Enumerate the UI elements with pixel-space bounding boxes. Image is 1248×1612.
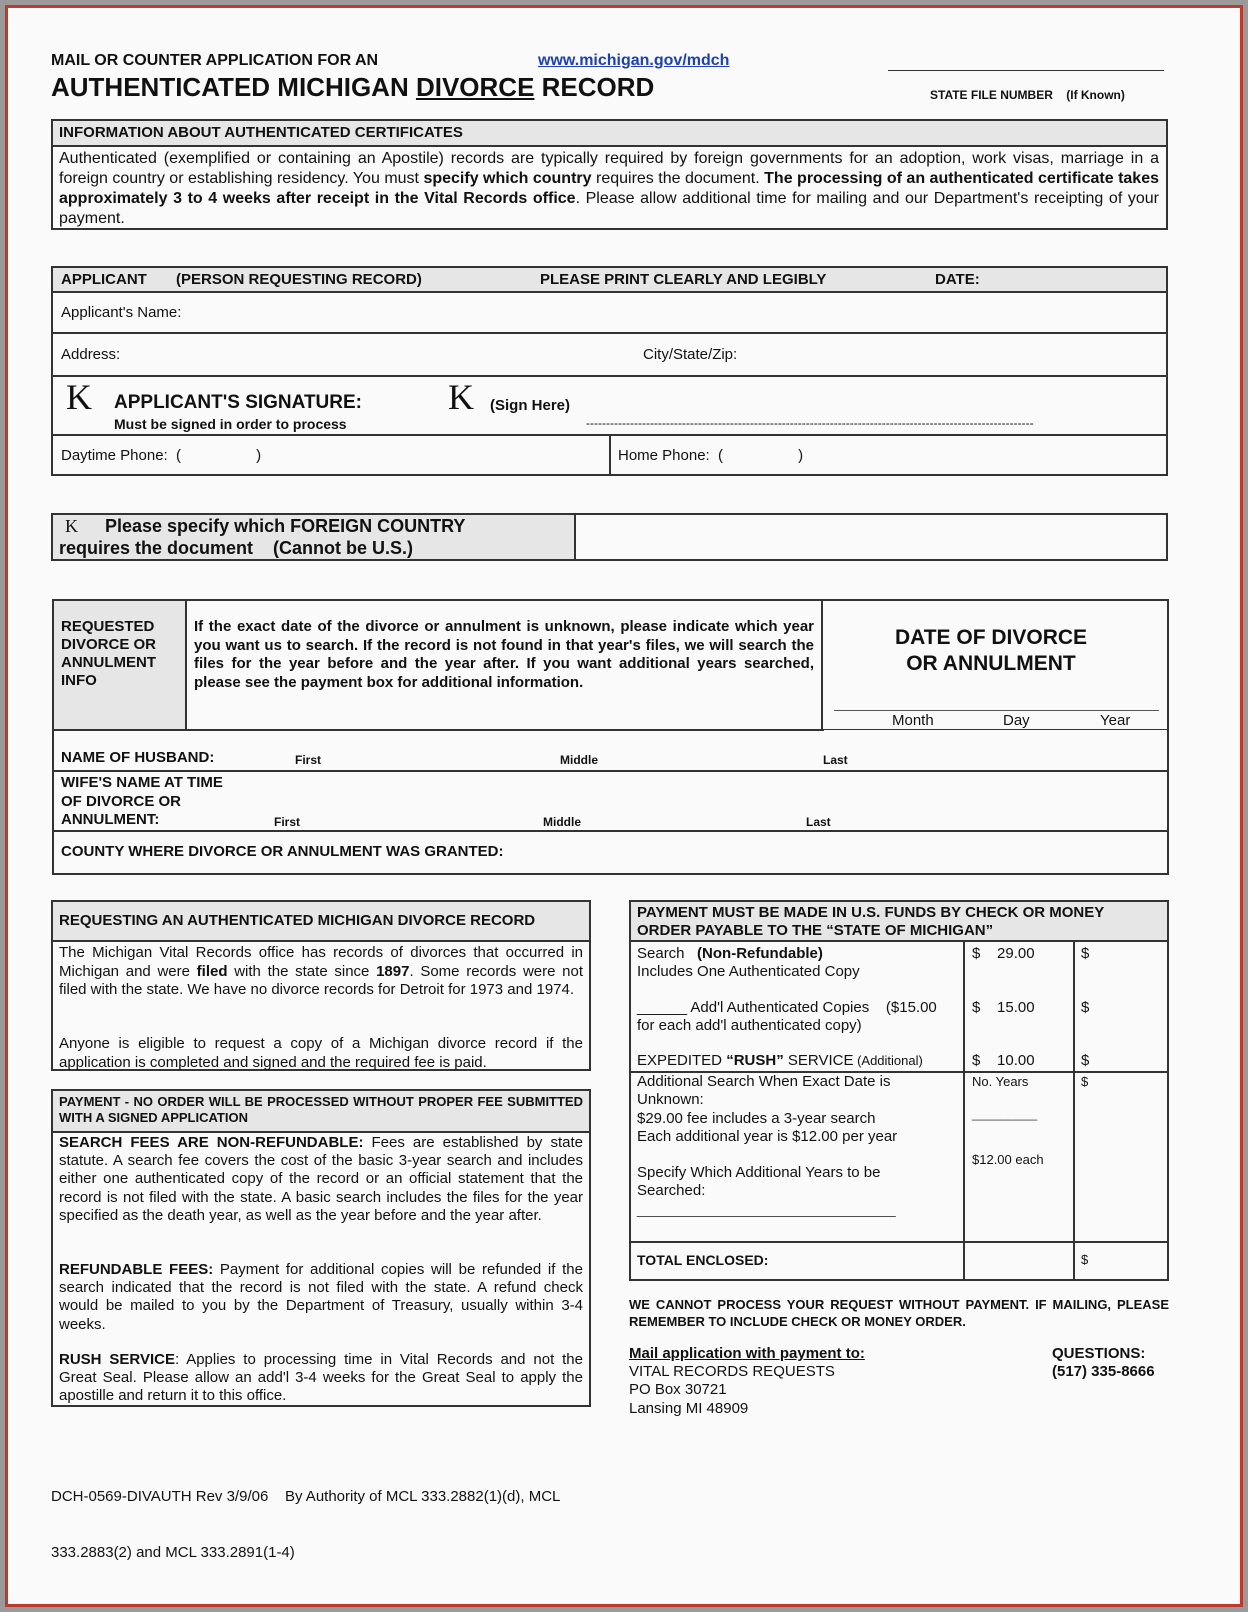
mdch-url-link[interactable]: www.michigan.gov/mdch (538, 52, 730, 69)
foreign-country-field[interactable] (578, 516, 1164, 558)
search-fee-total[interactable]: $ (1081, 945, 1090, 962)
form-id-authority: DCH-0569-DIVAUTH Rev 3/9/06 By Authority of MCL 333.2882(1)(d), MCL 333.2883(2) and MCL 333.2891(1-4) (51, 1488, 561, 1561)
state-file-number-line[interactable] (888, 70, 1164, 71)
husband-middle-label: Middle (560, 753, 598, 767)
requesting-paragraph-2: Anyone is eligible to request a copy of a Michigan divorce record if the application is completed and signed and the required fee is paid. (59, 1035, 583, 1071)
mailing-address: VITAL RECORDS REQUESTS PO Box 30721 Lansing MI 48909 (629, 1363, 835, 1417)
print-clearly-note: PLEASE PRINT CLEARLY AND LEGIBLY (540, 271, 827, 288)
date-search-instructions: If the exact date of the divorce or annulment is unknown, please indicate which year you want us to search. If the record is not found in that year's files, we will search the files for the year before and the year after. If you want additional years searched, please see the payment box for additional information. (194, 618, 814, 691)
city-state-zip-label: City/State/Zip: (643, 346, 738, 363)
rush-service-total[interactable]: $ (1081, 1052, 1090, 1069)
rush-service-label: EXPEDITED “RUSH” SERVICE (Additional) (637, 1052, 923, 1069)
requested-info-label: REQUESTED DIVORCE OR ANNULMENT INFO (61, 618, 157, 689)
payment-warning: WE CANNOT PROCESS YOUR REQUEST WITHOUT PAYMENT. IF MAILING, PLEASE REMEMBER TO INCLUDE CHECK OR MONEY ORDER. (629, 1297, 1169, 1329)
additional-search-total[interactable]: $ (1081, 1074, 1089, 1089)
husband-name-label: NAME OF HUSBAND: (61, 749, 215, 766)
city-state-zip-field[interactable] (753, 335, 1163, 373)
wife-name-label: WIFE'S NAME AT TIME OF DIVORCE OR ANNULMENT: (61, 774, 223, 828)
daytime-phone-label: Daytime Phone: ( ) (61, 447, 262, 464)
applicant-heading-person: (PERSON REQUESTING RECORD) (176, 271, 422, 288)
rush-service-paragraph: RUSH SERVICE: Applies to processing time in Vital Records and not the Great Seal. Please allow an add'l 3-4 weeks for the Great Seal to apply the apostille and return it to this office. (59, 1351, 583, 1405)
no-years-label: No. Years (972, 1074, 1029, 1089)
applicant-name-field[interactable] (198, 294, 1163, 330)
date-of-divorce-field[interactable] (834, 683, 1159, 709)
wife-first-label: First (274, 815, 301, 829)
county-field[interactable] (533, 833, 1163, 871)
husband-name-field[interactable] (243, 732, 1163, 768)
foreign-country-label-1: Please specify which FOREIGN COUNTRY (105, 516, 466, 536)
per-year-fee: $12.00 each (972, 1152, 1044, 1167)
husband-first-label: First (295, 753, 322, 767)
wife-middle-label: Middle (543, 815, 581, 829)
signature-sublabel: Must be signed in order to process (114, 416, 347, 432)
home-phone-field[interactable] (848, 437, 1163, 473)
wife-name-field[interactable] (248, 773, 1163, 827)
info-paragraph: Authenticated (exemplified or containing an Apostile) records are typically required by foreign governments for an adoption, work visas, marriage in a foreign country or establishing residency. You must specify which country requires the document. The processing of an authenticated certificate takes approximately 3 to 4 weeks after receipt in the Vital Records office. Please allow additional time for mailing and our Department's receipting of your payment. (59, 150, 1160, 227)
fees-heading: PAYMENT MUST BE MADE IN U.S. FUNDS BY CHECK OR MONEY ORDER PAYABLE TO THE “STATE OF MICHIGAN” (637, 904, 1105, 939)
no-years-line[interactable]: _________ (972, 1106, 1038, 1121)
address-field[interactable] (133, 335, 633, 373)
payment-info-heading: PAYMENT - NO ORDER WILL BE PROCESSED WITHOUT PROPER FEE SUBMITTED WITH A SIGNED APPLICATION (59, 1094, 583, 1125)
daytime-phone-field[interactable] (298, 437, 603, 473)
requesting-paragraph-1: The Michigan Vital Records office has records of divorces that occurred in Michigan and were filed with the state since 1897. Some records were not filed with the state. We have no divorce records for Detroit for 1973 and 1974. (59, 944, 584, 998)
k-marker-icon: K (448, 377, 474, 417)
k-marker-icon: K (66, 377, 92, 417)
rush-service-amount: $ 10.00 (972, 1052, 1035, 1069)
signature-line[interactable]: ---------------------------------------------------------------------------------------------------------------- (586, 416, 1034, 430)
sign-here-label: (Sign Here) (490, 397, 571, 414)
refundable-fees-paragraph: REFUNDABLE FEES: Payment for additional copies will be refunded if the search indicated that the record is not filed with the state. A refund check would be mailed to you by the Department of Treasury, usually within 3-4 weeks. (59, 1261, 583, 1333)
wife-last-label: Last (806, 815, 831, 829)
signature-label: APPLICANT'S SIGNATURE: (114, 392, 363, 413)
date-of-divorce-title: DATE OF DIVORCE OR ANNULMENT (894, 626, 1088, 675)
total-enclosed-label: TOTAL ENCLOSED: (637, 1252, 769, 1268)
additional-search-label: Additional Search When Exact Date is Unknown: $29.00 fee includes a 3-year search Each additional year is $12.00 per year Specify Which Additional Years to be Searched: (637, 1073, 898, 1200)
mail-to-label: Mail application with payment to: (629, 1345, 865, 1362)
search-fee-amount: $ 29.00 (972, 945, 1035, 962)
total-enclosed-field[interactable]: $ (1081, 1252, 1089, 1267)
date-field[interactable] (998, 268, 1163, 290)
month-label: Month (892, 712, 934, 729)
state-file-number-label: STATE FILE NUMBER (If Known) (930, 88, 1125, 102)
additional-copies-label[interactable]: ______ Add'l Authenticated Copies ($15.00 for each add'l authenticated copy) (637, 999, 937, 1034)
additional-copies-amount: $ 15.00 (972, 999, 1035, 1016)
year-label: Year (1100, 712, 1131, 729)
form-title: AUTHENTICATED MICHIGAN DIVORCE RECORD (51, 72, 655, 102)
applicant-name-label: Applicant's Name: (61, 304, 182, 321)
address-label: Address: (61, 346, 121, 363)
form-page (5, 5, 1243, 1607)
info-heading: INFORMATION ABOUT AUTHENTICATED CERTIFICATES (59, 124, 463, 141)
k-marker-icon: K (65, 516, 78, 536)
form-subtitle: MAIL OR COUNTER APPLICATION FOR AN (51, 52, 379, 69)
husband-last-label: Last (823, 753, 848, 767)
county-label: COUNTY WHERE DIVORCE OR ANNULMENT WAS GRANTED: (61, 843, 504, 860)
day-label: Day (1003, 712, 1030, 729)
date-label: DATE: (935, 271, 980, 288)
requesting-heading: REQUESTING AN AUTHENTICATED MICHIGAN DIVORCE RECORD (59, 912, 536, 929)
search-fee-label: Search (Non-Refundable) Includes One Authenticated Copy (637, 945, 860, 980)
additional-copies-total[interactable]: $ (1081, 999, 1090, 1016)
foreign-country-label-2: requires the document (Cannot be U.S.) (59, 538, 414, 558)
applicant-heading-label: APPLICANT (61, 271, 147, 288)
questions-contact: QUESTIONS: (517) 335-8666 (1052, 1345, 1155, 1381)
home-phone-label: Home Phone: ( ) (618, 447, 804, 464)
search-fees-paragraph: SEARCH FEES ARE NON-REFUNDABLE: Fees are established by state statute. A search fee covers the cost of the basic 3-year search and includes either one authenticated copy of the record or an official statement that the record is not filed with the state. A basic search includes the files for the year specified as the death year, as well as the year before and the year after. (59, 1134, 583, 1224)
additional-years-line[interactable]: _______________________________ (637, 1201, 896, 1218)
